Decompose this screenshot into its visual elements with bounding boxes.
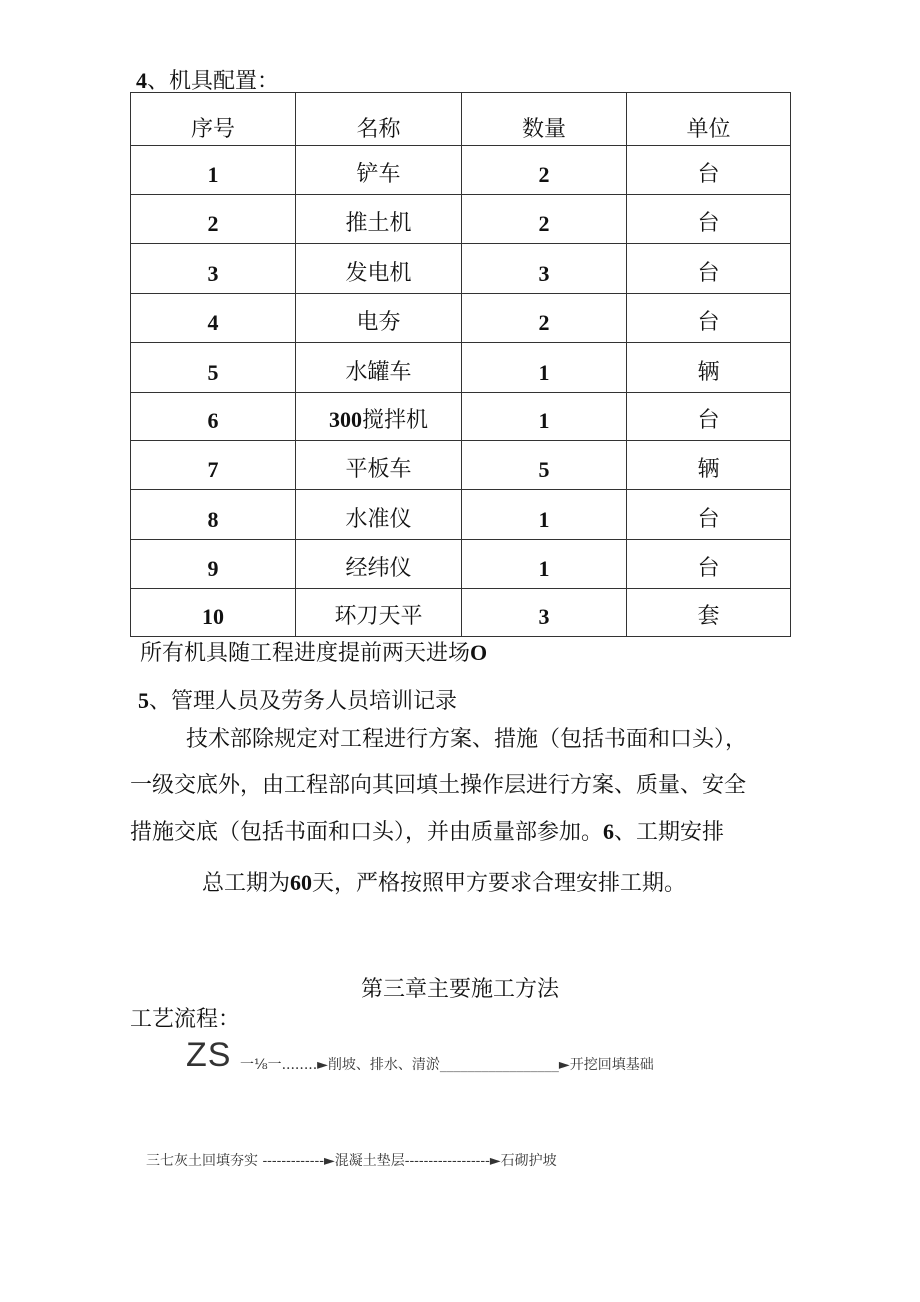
flow-logo: ZS — [186, 1036, 232, 1074]
schedule-paragraph: 总工期为60天，严格按照甲方要求合理安排工期。 — [202, 870, 687, 896]
quantity: 2 — [462, 146, 627, 195]
header-cell: 数量 — [462, 93, 627, 146]
unit: 台 — [627, 393, 791, 441]
equipment-table — [130, 92, 791, 637]
equipment-name: 推土机 — [296, 195, 462, 244]
table-row — [131, 393, 791, 441]
row-number: 6 — [131, 393, 296, 441]
quantity: 1 — [462, 540, 627, 589]
row-number: 7 — [131, 441, 296, 490]
quantity: 1 — [462, 393, 627, 441]
unit: 台 — [627, 294, 791, 343]
quantity: 1 — [462, 490, 627, 540]
header-cell: 序号 — [131, 93, 296, 146]
row-number: 5 — [131, 343, 296, 393]
equipment-name: 经纬仪 — [296, 540, 462, 589]
table-row — [131, 195, 791, 244]
unit: 辆 — [627, 441, 791, 490]
row-number: 4 — [131, 294, 296, 343]
paragraph-line: 措施交底（包括书面和口头），并由质量部参加。6、工期安排 — [130, 819, 725, 845]
unit: 套 — [627, 589, 791, 637]
table-row — [131, 294, 791, 343]
row-number: 3 — [131, 244, 296, 294]
equipment-note: 所有机具随工程进度提前两天进场O — [140, 640, 488, 666]
unit: 台 — [627, 244, 791, 294]
flow-line-2: 三七灰土回填夯实 -------------►混凝土垫层------------------►石砌护坡 — [146, 1153, 557, 1169]
unit: 台 — [627, 540, 791, 589]
unit: 辆 — [627, 343, 791, 393]
table-row — [131, 441, 791, 490]
quantity: 3 — [462, 589, 627, 637]
row-number: 8 — [131, 490, 296, 540]
training-paragraph — [130, 717, 790, 856]
unit: 台 — [627, 146, 791, 195]
row-number: 9 — [131, 540, 296, 589]
section-6-heading: 、工期安排 — [614, 820, 725, 845]
table-row — [131, 244, 791, 294]
unit: 台 — [627, 195, 791, 244]
quantity: 2 — [462, 294, 627, 343]
flow-line-1: 一⅛一........►削坡、排水、清淤_________________►开挖回填基础 — [240, 1057, 654, 1073]
unit: 台 — [627, 490, 791, 540]
flow-label: 工艺流程： — [130, 1007, 241, 1032]
equipment-name: 发电机 — [296, 244, 462, 294]
header-cell: 单位 — [627, 93, 791, 146]
section-5-heading: 5、管理人员及劳务人员培训记录 — [138, 688, 458, 714]
paragraph-line: 技术部除规定对工程进行方案、措施（包括书面和口头）， — [186, 727, 748, 752]
equipment-name: 平板车 — [296, 441, 462, 490]
section-4-heading: 4、机具配置： — [136, 68, 280, 94]
table-header-row — [131, 93, 791, 146]
table-row — [131, 540, 791, 589]
quantity: 1 — [462, 343, 627, 393]
table-row — [131, 490, 791, 540]
section-6-number: 6 — [603, 819, 615, 844]
equipment-name: 电夯 — [296, 294, 462, 343]
equipment-name: 环刀天平 — [296, 589, 462, 637]
row-number: 10 — [131, 589, 296, 637]
equipment-name: 300搅拌机 — [296, 393, 462, 441]
quantity: 5 — [462, 441, 627, 490]
row-number: 1 — [131, 146, 296, 195]
table-row — [131, 146, 791, 195]
row-number: 2 — [131, 195, 296, 244]
table-row — [131, 343, 791, 393]
quantity: 2 — [462, 195, 627, 244]
equipment-name: 水准仪 — [296, 490, 462, 540]
equipment-name: 水罐车 — [296, 343, 462, 393]
quantity: 3 — [462, 244, 627, 294]
table-row — [131, 589, 791, 637]
equipment-name: 铲车 — [296, 146, 462, 195]
paragraph-line: 一级交底外，由工程部向其回填土操作层进行方案、质量、安全 — [130, 773, 747, 798]
header-cell: 名称 — [296, 93, 462, 146]
chapter-title: 第三章主要施工方法 — [360, 977, 559, 1002]
